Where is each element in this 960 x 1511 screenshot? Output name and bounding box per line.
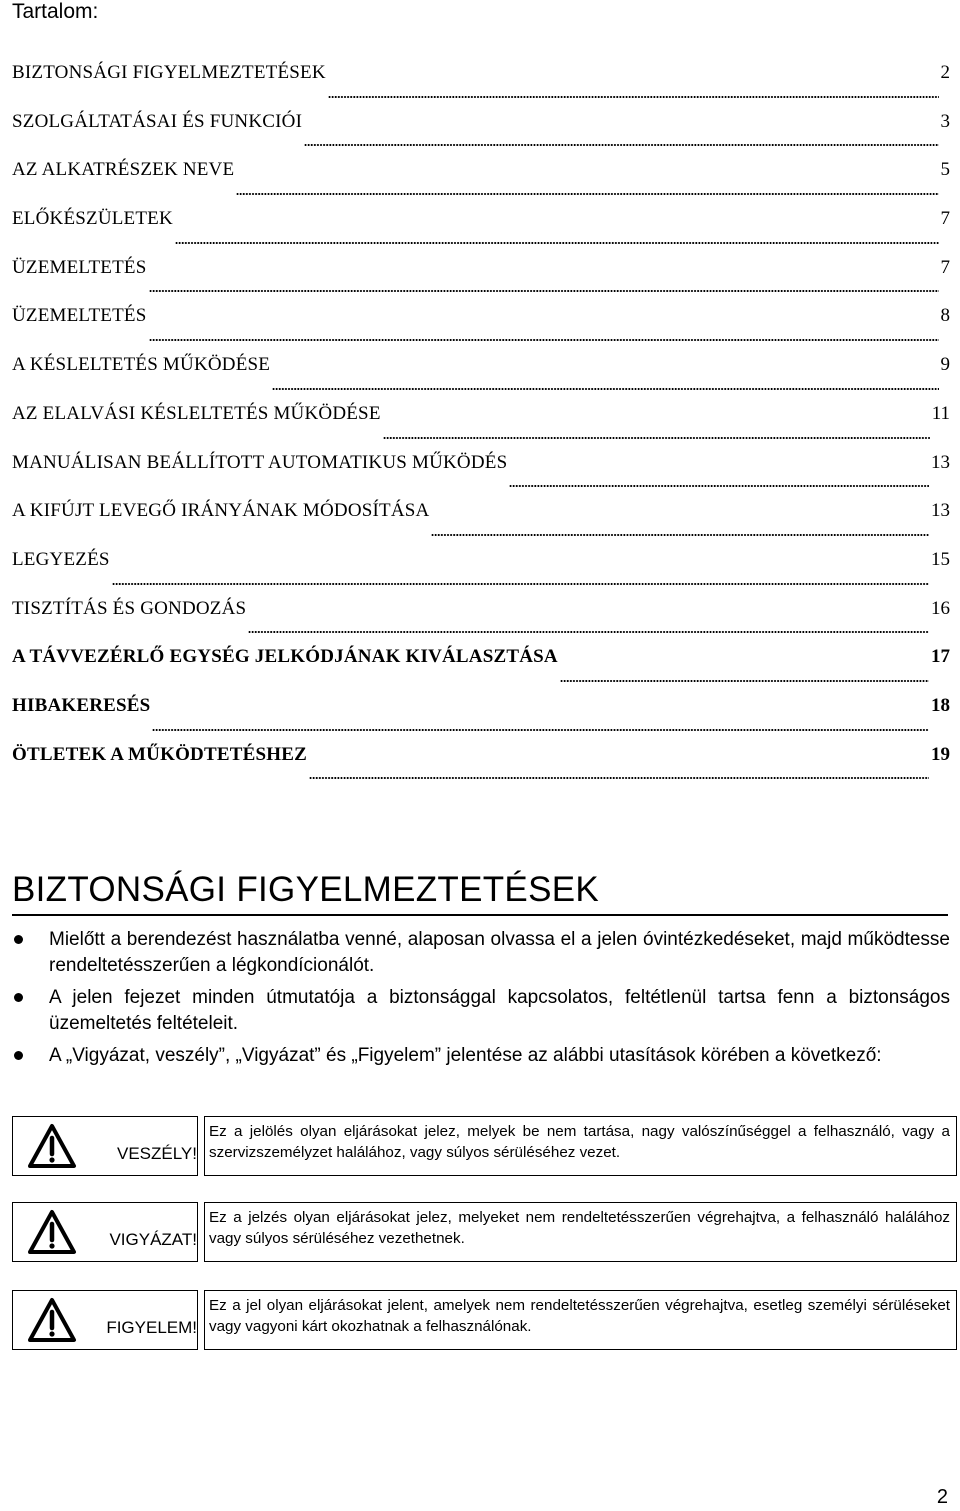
toc-entry-title: LEGYEZÉS [12, 548, 110, 570]
toc-entry-title: HIBAKERESÉS [12, 694, 151, 716]
bullet-text: Mielőtt a berendezést használatba venné, alaposan olvassa el a jelen óvintézkedéseket, majd működtesse rendeltetésszerűen a légkondícionálót. [49, 929, 950, 976]
toc-entry-page: 7 [940, 256, 950, 278]
toc-entry-page: 13 [931, 451, 950, 473]
toc-entry[interactable] [12, 59, 950, 108]
bullet-dot-icon [14, 935, 23, 944]
toc-leader-dots [248, 631, 929, 633]
toc-leader-dots [509, 485, 929, 487]
toc-entry[interactable] [12, 302, 950, 351]
toc-entry-page: 15 [931, 548, 950, 570]
warning-description: Ez a jelölés olyan eljárásokat jelez, melyek be nem tartása, nagy valószínűséggel a felhasználó, vagy a szervizszemélyzet halálához, vagy súlyos sérüléséhez vezet. [204, 1116, 957, 1176]
toc-entry-title: SZOLGÁLTATÁSAI ÉS FUNKCIÓI [12, 110, 303, 132]
toc-entry[interactable] [12, 595, 950, 644]
toc-leader-dots [149, 339, 939, 341]
toc-entry[interactable] [12, 643, 950, 692]
warning-label: VESZÉLY! [117, 1144, 197, 1163]
toc-leader-dots [304, 144, 938, 146]
toc-title: Tartalom: [12, 0, 99, 23]
toc-entry-page: 16 [931, 597, 950, 619]
warning-row-attention [12, 1290, 957, 1352]
toc-entry[interactable] [12, 400, 950, 449]
toc-entry[interactable] [12, 254, 950, 303]
toc-entry[interactable] [12, 546, 950, 595]
warning-triangle-icon [27, 1123, 77, 1169]
warning-label-box [12, 1290, 198, 1350]
toc-entry[interactable] [12, 205, 950, 254]
toc-entry[interactable] [12, 497, 950, 546]
warning-label-box [12, 1116, 198, 1176]
bullet-item [12, 1043, 950, 1069]
bullet-dot-icon [14, 1051, 23, 1060]
table-of-contents [12, 59, 950, 789]
warning-label-box [12, 1202, 198, 1262]
toc-entry-page: 13 [931, 500, 950, 522]
warning-triangle-icon [27, 1209, 77, 1255]
section-heading: BIZTONSÁGI FIGYELMEZTETÉSEK [12, 868, 948, 916]
safety-bullet-list [12, 927, 950, 1075]
toc-entry[interactable] [12, 741, 950, 790]
toc-entry-title: ELŐKÉSZÜLETEK [12, 208, 173, 230]
toc-entry-title: BIZTONSÁGI FIGYELMEZTETÉSEK [12, 62, 326, 83]
toc-entry[interactable] [12, 156, 950, 205]
toc-entry-title: AZ ALKATRÉSZEK NEVE [12, 159, 235, 181]
toc-leader-dots [149, 290, 939, 292]
toc-entry-title: MANUÁLISAN BEÁLLÍTOTT AUTOMATIKUS MŰKÖDÉS [12, 451, 508, 473]
bullet-text: A jelen fejezet minden útmutatója a biztonsággal kapcsolatos, feltétlenül tartsa fenn a biztonságos üzemeltetés feltételeit. [49, 987, 950, 1034]
toc-entry[interactable] [12, 449, 950, 498]
toc-entry-title: A KÉSLELTETÉS MŰKÖDÉSE [12, 354, 271, 376]
toc-entry-page: 8 [940, 305, 950, 327]
toc-entry-title: ÜZEMELTETÉS [12, 305, 147, 327]
toc-entry-title: ÖTLETEK A MŰKÖDTETÉSHEZ [12, 743, 307, 765]
bullet-item [12, 927, 950, 979]
warning-label: VIGYÁZAT! [109, 1230, 197, 1249]
toc-entry-page: 11 [931, 402, 950, 424]
warning-description: Ez a jel olyan eljárásokat jelent, amelyek nem rendeltetésszerűen végrehajtva, esetleg személyi sérüléseket vagy vagyoni kárt okozhatnak a felhasználónak. [204, 1290, 957, 1350]
toc-entry-page: 2 [940, 62, 950, 83]
bullet-text: A „Vigyázat, veszély”, „Vigyázat” és „Figyelem” jelentése az alábbi utasítások körében a következő: [49, 1045, 882, 1066]
toc-entry-page: 19 [931, 743, 950, 765]
bullet-dot-icon [14, 993, 23, 1002]
warning-description: Ez a jelzés olyan eljárásokat jelez, melyeket nem rendeltetésszerűen végrehajtva, a felhasználó halálához vagy súlyos sérüléséhez vezethetnek. [204, 1202, 957, 1262]
toc-leader-dots [383, 437, 930, 439]
toc-entry-title: TISZTÍTÁS ÉS GONDOZÁS [12, 597, 247, 619]
toc-entry[interactable] [12, 108, 950, 157]
warning-row-danger [12, 1116, 957, 1178]
toc-leader-dots [431, 534, 929, 536]
toc-leader-dots [328, 96, 939, 98]
toc-entry[interactable] [12, 351, 950, 400]
toc-entry-page: 9 [940, 354, 950, 376]
toc-entry-title: A TÁVVEZÉRLŐ EGYSÉG JELKÓDJÁNAK KIVÁLASZTÁSA [12, 646, 558, 668]
toc-leader-dots [152, 729, 929, 731]
toc-entry[interactable] [12, 692, 950, 741]
toc-leader-dots [560, 680, 929, 682]
toc-leader-dots [309, 777, 929, 779]
toc-leader-dots [272, 388, 938, 390]
toc-entry-page: 3 [940, 110, 950, 132]
toc-entry-page: 18 [931, 694, 950, 716]
toc-entry-title: A KIFÚJT LEVEGŐ IRÁNYÁNAK MÓDOSÍTÁSA [12, 500, 430, 522]
page-number: 2 [936, 1486, 948, 1508]
toc-entry-page: 17 [931, 646, 950, 668]
toc-leader-dots [112, 583, 929, 585]
toc-leader-dots [236, 193, 938, 195]
toc-entry-page: 5 [940, 159, 950, 181]
warning-label: FIGYELEM! [106, 1318, 197, 1337]
toc-entry-page: 7 [940, 208, 950, 230]
warning-row-caution [12, 1202, 957, 1264]
toc-leader-dots [175, 242, 939, 244]
warning-triangle-icon [27, 1297, 77, 1343]
toc-entry-title: AZ ELALVÁSI KÉSLELTETÉS MŰKÖDÉSE [12, 402, 381, 424]
toc-entry-title: ÜZEMELTETÉS [12, 256, 147, 278]
bullet-item [12, 985, 950, 1037]
